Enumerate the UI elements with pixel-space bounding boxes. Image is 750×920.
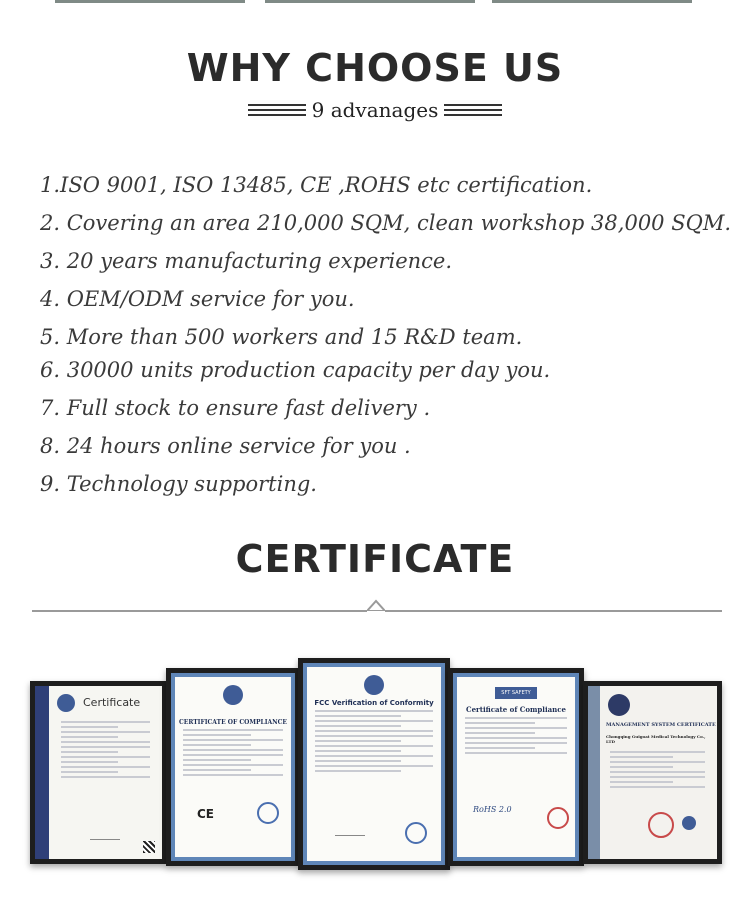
advantage-item: 1.ISO 9001, ISO 13485, CE ,ROHS etc certification. [40,173,593,197]
rohs-mark: RoHS 2.0 [473,805,512,814]
certificate-heading: CERTIFICATE OF COMPLIANCE [178,719,288,726]
subtitle-left-lines [248,104,306,116]
sft-safety-badge: SFT SAFETY [495,687,537,699]
certificate-frame-4[interactable] [448,668,584,866]
certificate-heading: Certificate [83,696,141,709]
why-choose-us-title: WHY CHOOSE US [186,46,564,90]
certificate-title: CERTIFICATE [235,537,515,581]
subtitle-right-lines [444,104,502,116]
advantage-item: 6. 30000 units production capacity per day you. [40,358,551,382]
ce-mark-icon: CE [197,807,215,821]
advantage-item: 9. Technology supporting. [40,472,317,496]
certificate-holder: Chongqing Guigoat Medical Technology Co., LTD [606,734,706,744]
divider-notch-icon [367,598,385,616]
certificate-frame-5[interactable] [583,681,722,864]
certificates-gallery [30,658,722,873]
advantage-item: 3. 20 years manufacturing experience. [40,249,453,273]
advantage-item: 4. OEM/ODM service for you. [40,287,355,311]
certificate-frame-3[interactable] [298,658,450,870]
subtitle-row [0,98,750,122]
advantage-item: 2. Covering an area 210,000 SQM, clean workshop 38,000 SQM. [40,211,731,235]
top-edge-strip [0,0,750,6]
certificate-heading: Certificate of Compliance [466,705,566,714]
advantage-item: 7. Full stock to ensure fast delivery . [40,396,431,420]
advantage-item: 5. More than 500 workers and 15 R&D team. [40,325,523,349]
certificate-frame-2[interactable] [166,668,300,866]
certificate-heading: MANAGEMENT SYSTEM CERTIFICATE [606,722,716,728]
advantages-list [40,169,740,506]
certificate-heading: FCC Verification of Conformity [314,699,434,707]
advantage-item: 8. 24 hours online service for you . [40,434,411,458]
subtitle: 9 advanages [311,98,439,122]
certificate-frame-1[interactable] [30,681,167,864]
